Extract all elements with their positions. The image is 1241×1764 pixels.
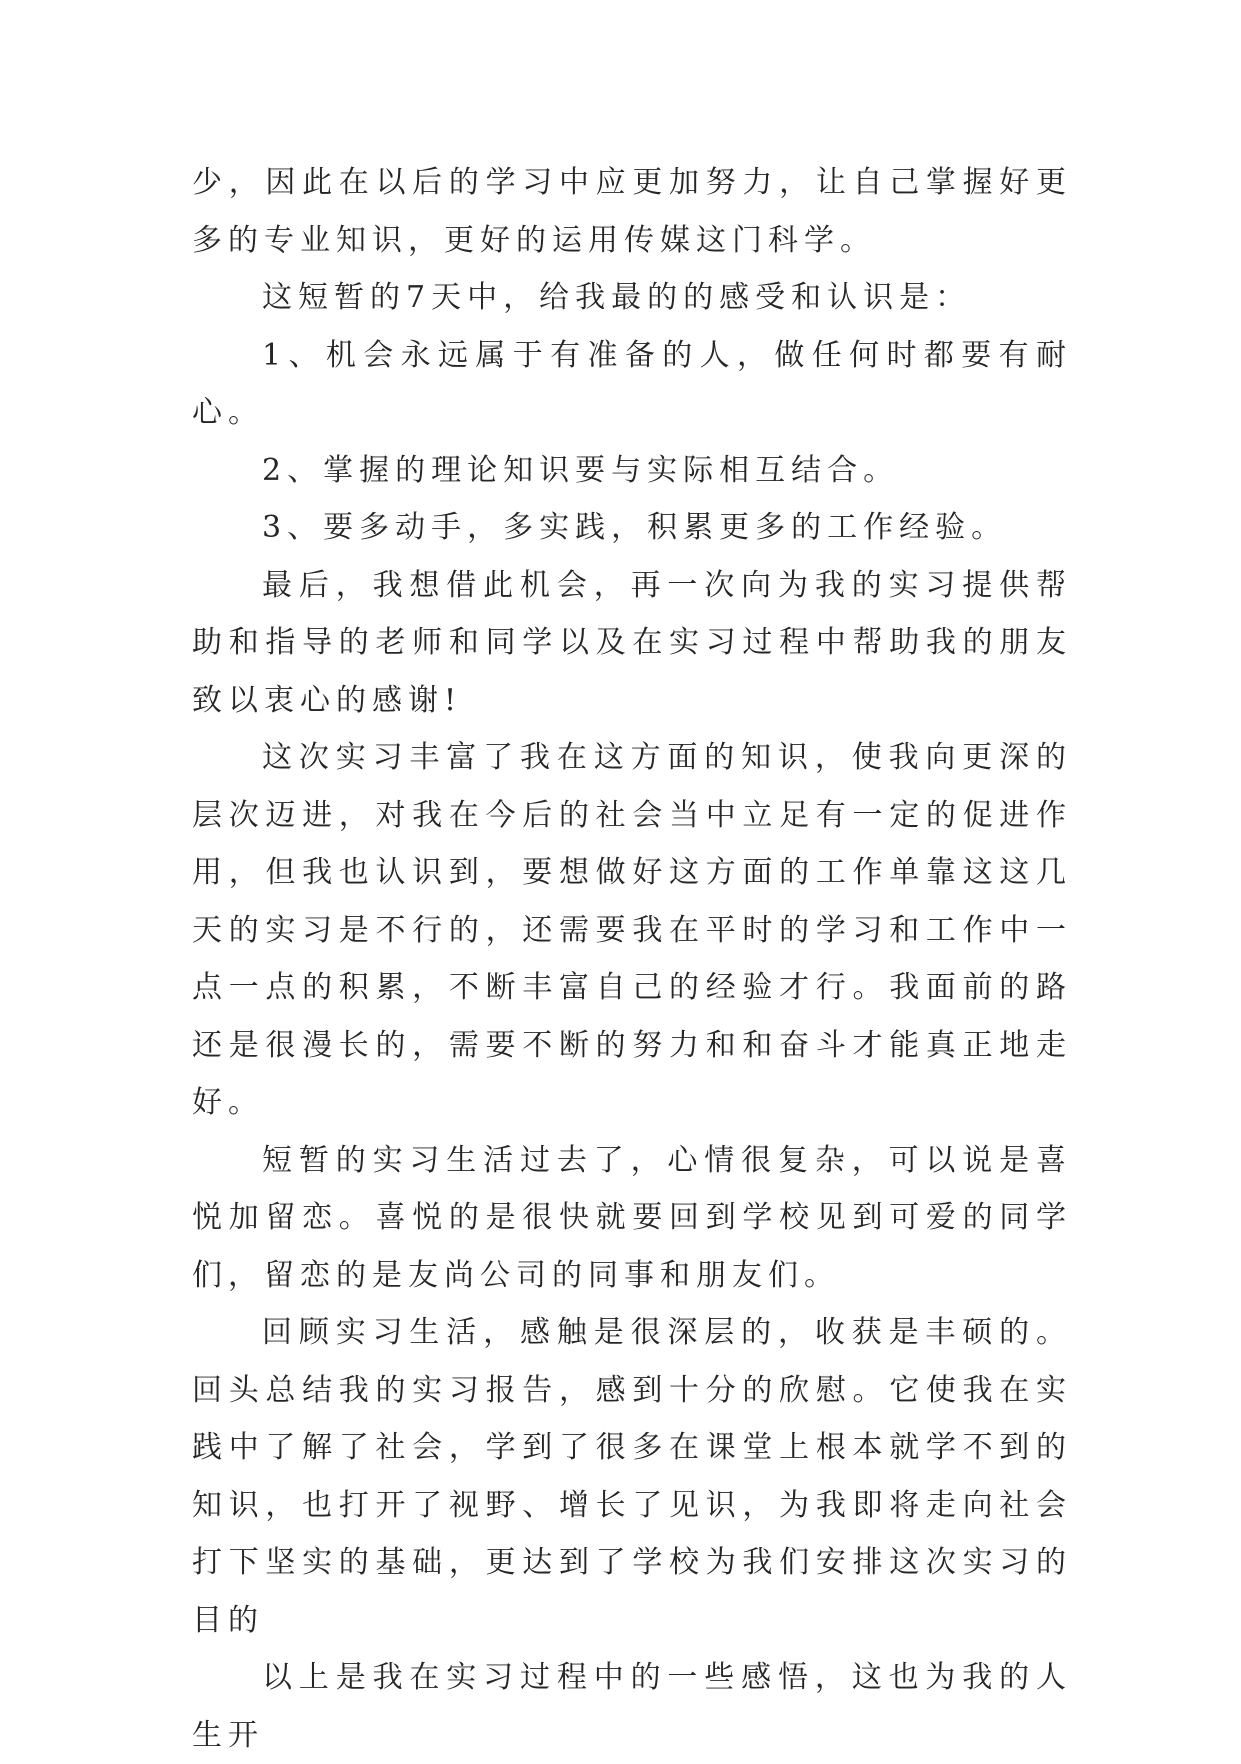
paragraph-2: 这短暂的7天中，给我最的的感受和认识是：	[262, 280, 972, 315]
paragraph-reflection: 这次实习丰富了我在这方面的知识，使我向更深的层次迈进，对我在今后的社会当中立足有一定的促进作用，但我也认识到，要想做好这方面的工作单靠这这几天的实习是不行的，还需要我在平时的学习和工作中一点一点的积累，不断丰富自己的经验才行。我面前的路还是很漫长的，需要不断的努力和和奋斗才能真正地走好。	[192, 740, 1072, 1120]
paragraph-1: 少，因此在以后的学习中应更加努力，让自己掌握好更多的专业知识，更好的运用传媒这门科学。	[192, 165, 1072, 258]
paragraph-closing: 以上是我在实习过程中的一些感悟，这也为我的人生开	[192, 1660, 1072, 1753]
paragraph-review: 回顾实习生活，感触是很深层的，收获是丰硕的。回头总结我的实习报告，感到十分的欣慰。它使我在实践中了解了社会，学到了很多在课堂上根本就学不到的知识，也打开了视野、增长了见识，为我即将走向社会打下坚实的基础，更达到了学校为我们安排这次实习的目的	[192, 1315, 1072, 1638]
list-item-1: 1、机会永远属于有准备的人，做任何时都要有耐心。	[192, 337, 1072, 430]
list-item-3: 3、要多动手，多实践，积累更多的工作经验。	[262, 510, 1008, 545]
paragraph-thanks: 最后，我想借此机会，再一次向为我的实习提供帮助和指导的老师和同学以及在实习过程中帮助我的朋友致以衷心的感谢!	[192, 567, 1072, 718]
paragraph-feelings: 短暂的实习生活过去了，心情很复杂，可以说是喜悦加留恋。喜悦的是很快就要回到学校见到可爱的同学们，留恋的是友尚公司的同事和朋友们。	[192, 1142, 1072, 1293]
document-body	[192, 154, 1072, 1764]
list-item-2: 2、掌握的理论知识要与实际相互结合。	[262, 452, 900, 488]
